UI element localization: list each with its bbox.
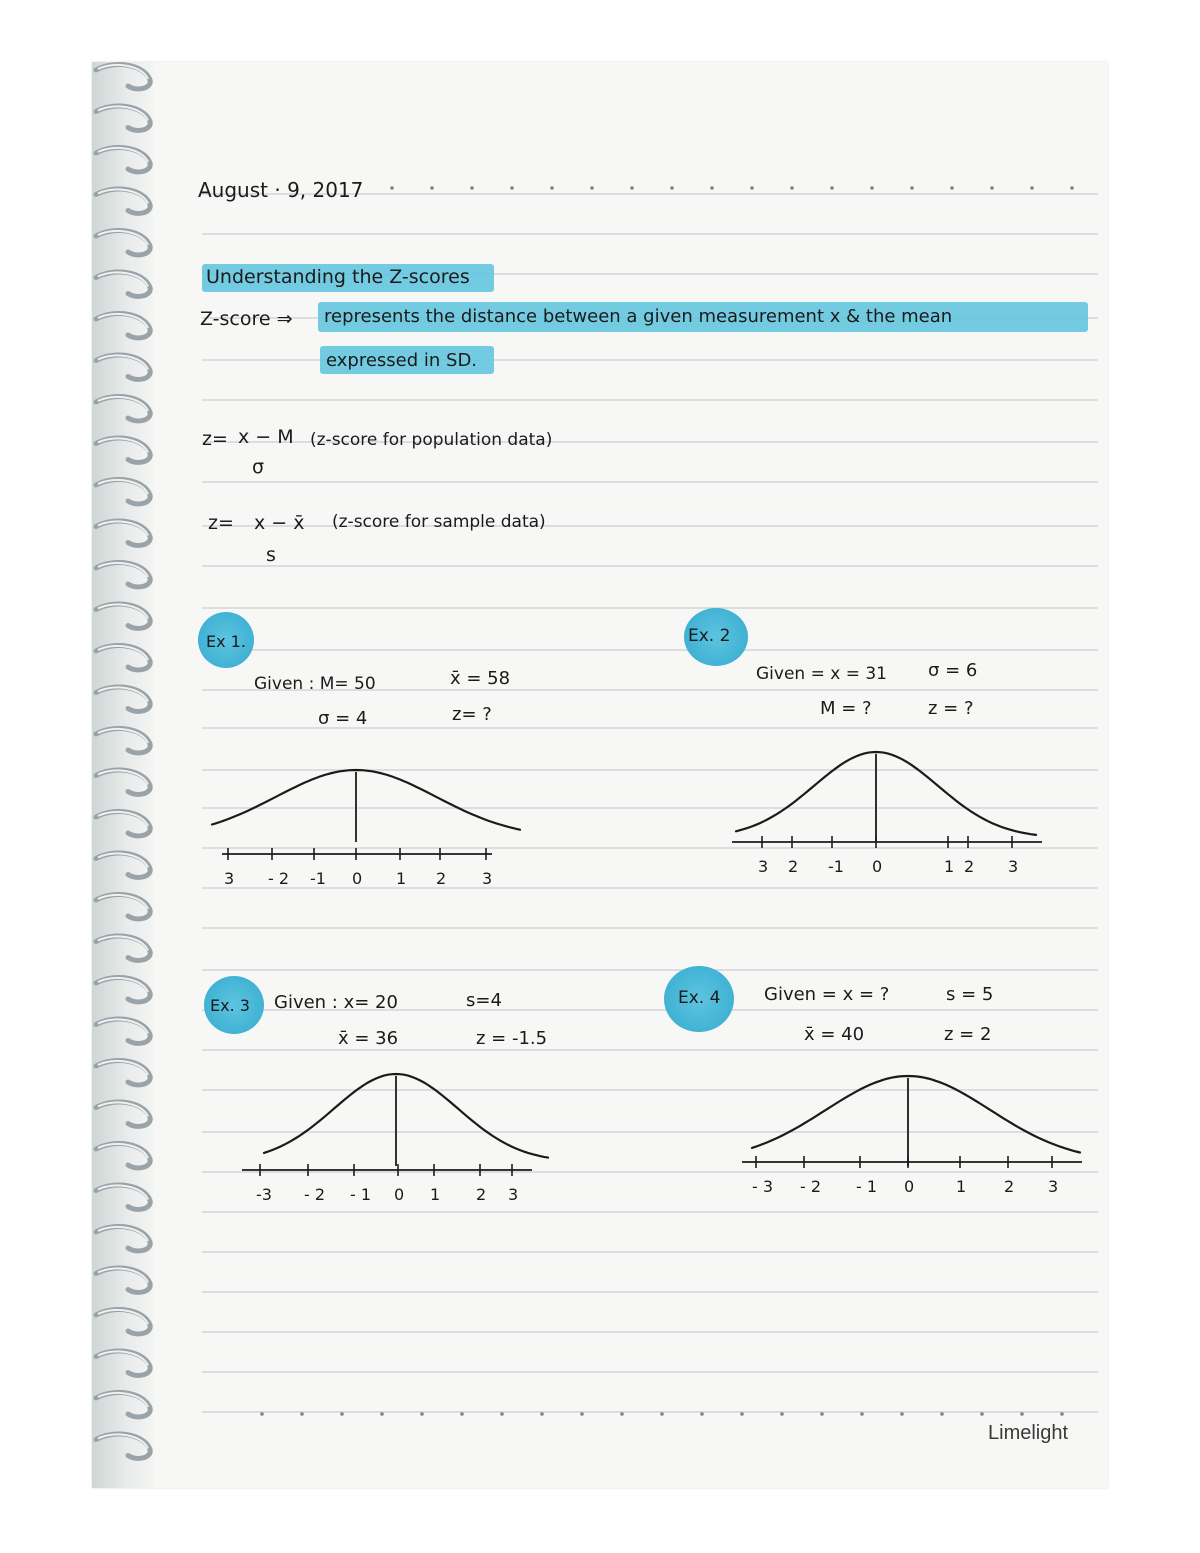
ex2-tick-label: 3 <box>758 857 769 876</box>
example-label-4: Ex. 4 <box>678 988 721 1008</box>
ex2-given-line1: Given = x = 31 <box>756 664 887 684</box>
notebook-photo <box>92 62 1108 1488</box>
formula2-note: (z-score for sample data) <box>332 512 546 532</box>
ex1-tick-label: -1 <box>310 869 326 888</box>
ex2-tick-label: 0 <box>872 857 883 876</box>
ex4-given-line1: Given = x = ? <box>764 984 890 1005</box>
ex3-bell-curve <box>264 1074 548 1158</box>
ex1-given-line1: Given : M= 50 <box>254 674 376 694</box>
bell-curve-sketches <box>92 62 1108 1488</box>
ex2-right-line2: z = ? <box>928 698 974 719</box>
ex1-bell-curve <box>212 770 520 830</box>
ex2-right-line1: σ = 6 <box>928 660 978 681</box>
formula2-numerator: x − x̄ <box>254 512 305 534</box>
formula1-note: (z-score for population data) <box>310 430 553 450</box>
ex2-given-line2: M = ? <box>820 698 872 719</box>
ex3-tick-label: 3 <box>508 1185 519 1204</box>
ex2-tick-label: 3 <box>1008 857 1019 876</box>
ex1-tick-label: 3 <box>224 869 235 888</box>
example-label-1: Ex 1. <box>206 632 246 651</box>
formula1-numerator: x − M <box>238 426 294 448</box>
definition-line2: expressed in SD. <box>326 350 478 371</box>
ex2-bell-curve <box>736 752 1036 835</box>
ex4-tick-label: - 2 <box>800 1177 822 1196</box>
ex4-tick-label: 0 <box>904 1177 915 1196</box>
page-title: Understanding the Z-scores <box>206 266 470 288</box>
ex4-tick-label: 3 <box>1048 1177 1059 1196</box>
ex1-tick-label: 0 <box>352 869 363 888</box>
formula2-denominator: s <box>266 544 276 566</box>
ex2-tick-label: 1 <box>944 857 955 876</box>
ex2-tick-label: 2 <box>788 857 799 876</box>
formula1-lhs: z= <box>202 428 228 450</box>
ex4-tick-label: 1 <box>956 1177 967 1196</box>
ex1-tick-label: 3 <box>482 869 493 888</box>
formula1-denominator: σ <box>252 456 265 478</box>
ex1-tick-label: 2 <box>436 869 447 888</box>
ex3-tick-label: - 2 <box>304 1185 326 1204</box>
definition-line1: represents the distance between a given measurement x & the mean <box>324 306 953 327</box>
ex4-tick-label: 2 <box>1004 1177 1015 1196</box>
definition-term: Z-score ⇒ <box>200 308 293 330</box>
ex3-right-line1: s=4 <box>466 990 502 1011</box>
ex3-tick-label: 0 <box>394 1185 405 1204</box>
ex4-given-line2: x̄ = 40 <box>804 1024 865 1045</box>
ex3-tick-label: - 1 <box>350 1185 372 1204</box>
ex1-given-line2: σ = 4 <box>318 708 368 729</box>
ex4-right-line1: s = 5 <box>946 984 994 1005</box>
formula2-lhs: z= <box>208 512 234 534</box>
ex3-right-line2: z = -1.5 <box>476 1028 548 1049</box>
ex1-right-line2: z= ? <box>452 704 492 725</box>
date-text: August · 9, 2017 <box>198 178 364 202</box>
ex4-tick-label: - 1 <box>856 1177 878 1196</box>
ex3-tick-label: 2 <box>476 1185 487 1204</box>
ex1-tick-label: - 2 <box>268 869 290 888</box>
ex2-tick-label: -1 <box>828 857 844 876</box>
ex3-tick-label: -3 <box>256 1185 272 1204</box>
example-label-2: Ex. 2 <box>688 626 731 646</box>
ex4-tick-label: - 3 <box>752 1177 774 1196</box>
ex3-given-line2: x̄ = 36 <box>338 1028 399 1049</box>
ex4-bell-curve <box>752 1076 1080 1153</box>
ex4-right-line2: z = 2 <box>944 1024 992 1045</box>
example-label-3: Ex. 3 <box>210 996 250 1015</box>
ex1-right-line1: x̄ = 58 <box>450 668 511 689</box>
ex2-tick-label: 2 <box>964 857 975 876</box>
notebook-brand: Limelight <box>988 1422 1069 1444</box>
ex3-given-line1: Given : x= 20 <box>274 992 398 1013</box>
ex1-tick-label: 1 <box>396 869 407 888</box>
ex3-tick-label: 1 <box>430 1185 441 1204</box>
